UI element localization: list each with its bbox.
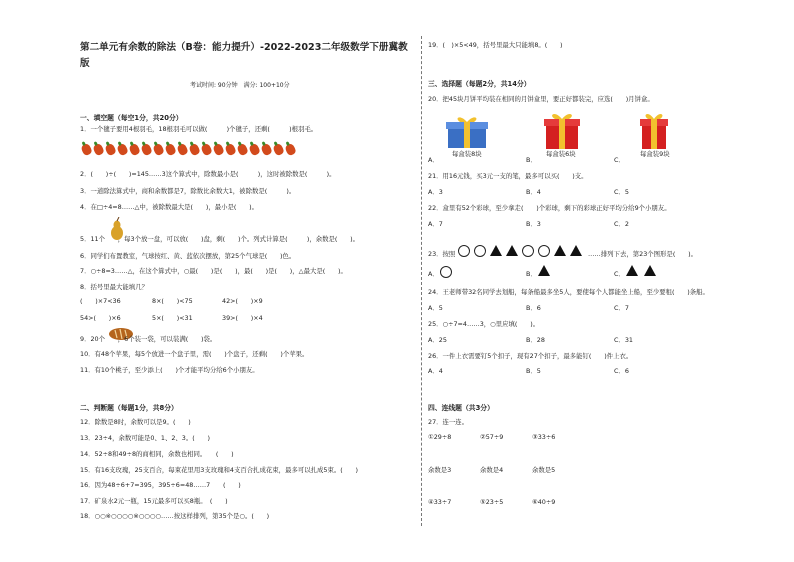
feather-icon (248, 143, 261, 157)
q20-label-b: 每盒装6块 (546, 150, 576, 158)
q8-row1-c: 42>( )×9 (222, 297, 263, 305)
q24-option-b: B．6 (526, 304, 541, 312)
q22-option-c: C．2 (614, 220, 629, 228)
circle-icon (522, 245, 534, 257)
triangle-icon (538, 265, 550, 276)
q20-label-a: 每盒装8块 (452, 150, 482, 158)
triangle-icon (570, 245, 582, 256)
q21-option-b: B．4 (526, 188, 541, 196)
question-26: 26．一件上衣需要钉5个扣子，现有27个扣子，最多能钉( )件上衣。 (428, 352, 633, 360)
q8-row2-c: 39>( )×4 (222, 314, 263, 322)
gift-box-blue-icon (446, 114, 488, 150)
triangle-icon (626, 265, 638, 276)
q23-option-c: C． (614, 270, 625, 278)
triangle-icon (490, 245, 502, 256)
feather-icon (212, 143, 225, 157)
question-24: 24．王老师带32名同学去划船，每条船最多坐5人，要使每个人都能坐上船，至少要租( )条船。 (428, 288, 709, 296)
match-top-2: ②57÷9 (480, 433, 504, 441)
question-6: 6．同学们布置教室，气球按红、黄、蓝依次摆放，第25个气球是( )色。 (80, 252, 296, 260)
triangle-icon (506, 245, 518, 256)
circle-icon (458, 245, 470, 257)
section-fill-heading: 一、填空题（每空1分，共20分） (80, 114, 183, 122)
q24-option-a: A．5 (428, 304, 443, 312)
match-mid-1: 余数是3 (428, 466, 452, 474)
q25-option-b: B．28 (526, 336, 545, 344)
q8-row2-a: 54>( )×6 (80, 314, 121, 322)
circle-icon (538, 245, 550, 257)
circle-icon (474, 245, 486, 257)
q8-row1-a: ( )×7<36 (80, 297, 121, 305)
feather-icon (128, 143, 141, 157)
match-top-3: ③33÷6 (532, 433, 556, 441)
q8-row1-b: 8×( )<75 (152, 297, 193, 305)
question-8: 8．括号里最大能填几？ (80, 283, 148, 291)
gift-box-red-icon (543, 110, 581, 150)
question-22: 22．盒里有52个彩球，至少拿走( )个彩球，剩下的彩球正好平均分给9个小朋友。 (428, 204, 671, 212)
circle-icon (440, 266, 452, 278)
exam-meta: 考试时间: 90分钟 满分: 100+10分 (190, 82, 290, 89)
question-12: 12．除数是8时，余数可以是9。( ) (80, 418, 191, 426)
column-divider (421, 36, 422, 526)
feather-icon (104, 143, 117, 157)
feather-icon (236, 143, 249, 157)
feather-icon (164, 143, 177, 157)
match-bot-2: ⑤23÷5 (480, 498, 504, 506)
feather-icon (260, 143, 273, 157)
question-23-suffix: ……排列下去，第23个图形是( )。 (588, 250, 697, 258)
q20-option-a: A． (428, 156, 439, 164)
feather-icon (116, 143, 129, 157)
question-10: 10．有48个苹果，每5个放进一个盘子里，需( )个盘子，还剩( )个苹果。 (80, 350, 309, 358)
q25-option-c: C．31 (614, 336, 633, 344)
feather-icon (140, 143, 153, 157)
q22-option-a: A．7 (428, 220, 443, 228)
match-top-1: ①29÷8 (428, 433, 452, 441)
feather-icon (284, 143, 297, 157)
match-mid-3: 余数是5 (532, 466, 556, 474)
question-27: 27．连一连。 (428, 418, 469, 426)
q23-option-a: A． (428, 270, 439, 278)
question-25: 25．○÷7=4……3，○里应填( )。 (428, 320, 540, 328)
section-choice-heading: 三、选择题（每题2分，共14分） (428, 80, 531, 88)
q23-option-b: B． (526, 270, 537, 278)
question-23-prefix: 23．按照 (428, 250, 456, 258)
question-2: 2．( )÷( )=145……3这个算式中，除数最小是( )，这时被除数是( )。 (80, 170, 336, 178)
shape-sequence (458, 240, 586, 259)
feather-icon (224, 143, 237, 157)
question-3: 3．一道除法算式中，商和余数都是7，除数比余数大1，被除数是( )。 (80, 187, 296, 195)
question-9: 9．20个 ，6个装一袋，可以装满( )袋。 (80, 335, 217, 343)
section-judge-heading: 二、判断题（每题1分，共8分） (80, 404, 178, 412)
feather-icon (176, 143, 189, 157)
q26-option-c: C．6 (614, 367, 629, 375)
question-13: 13．23÷4，余数可能是0、1、2、3。( ) (80, 434, 211, 442)
question-1: 1．一个毽子要用4根羽毛，18根羽毛可以做( )个毽子，还剩( )根羽毛。 (80, 125, 318, 133)
question-4: 4．在□÷4=8……△中，被除数最大是( )，最小是( )。 (80, 203, 259, 211)
feather-icon (152, 143, 165, 157)
question-18: 18．○○※○○○○※○○○○……按这样排列，第35个是○。( ) (80, 512, 270, 520)
question-17: 17．矿泉水2元一瓶，15元最多可以买8瓶。 ( ) (80, 497, 228, 505)
gift-box-tall-icon (638, 110, 670, 150)
q26-option-b: B．5 (526, 367, 541, 375)
q26-option-a: A．4 (428, 367, 443, 375)
question-20: 20．把45块月饼平均装在相同的月饼盒里，要正好都装完，应选( )月饼盒。 (428, 95, 654, 103)
question-21: 21．用16元钱，买3元一支的笔，最多可以买( )支。 (428, 172, 588, 180)
q24-option-c: C．7 (614, 304, 629, 312)
question-16: 16．因为48÷6+7=395，395÷6=48……7 ( ) (80, 481, 241, 489)
match-bot-3: ⑥40÷9 (532, 498, 556, 506)
question-11: 11．有10个桃子，至少添上( )个才能平均分给6个小朋友。 (80, 366, 259, 374)
feather-icon (92, 143, 105, 157)
q25-option-a: A．25 (428, 336, 447, 344)
match-mid-2: 余数是4 (480, 466, 504, 474)
feather-row (82, 140, 298, 159)
feather-icon (200, 143, 213, 157)
q20-option-c: C． (614, 156, 625, 164)
triangle-icon (554, 245, 566, 256)
feather-icon (272, 143, 285, 157)
q8-row2-b: 5×( )<31 (152, 314, 193, 322)
match-bot-1: ④33÷7 (428, 498, 452, 506)
q22-option-b: B．3 (526, 220, 541, 228)
question-14: 14．52÷8和49÷8的商相同，余数也相同。 ( ) (80, 450, 234, 458)
feather-icon (188, 143, 201, 157)
page-title: 第二单元有余数的除法（B卷：能力提升）-2022-2023二年级数学下册冀教版 (80, 42, 408, 69)
question-5: 5．11个 ，每3个放一盘，可以放( )盘，剩( )个。列式计算是( )，余数是( )。 (80, 235, 360, 243)
q20-label-c: 每盒装9块 (640, 150, 670, 158)
triangle-icon (644, 265, 656, 276)
question-19: 19．( )×5<49，括号里最大只能填8。( ) (428, 41, 563, 49)
q20-option-b: B． (526, 156, 537, 164)
q21-option-c: C．5 (614, 188, 629, 196)
question-7: 7．○÷8=3……△，在这个算式中，○最( )是( )，最( )是( )，△最大是( )。 (80, 267, 347, 275)
feather-icon (80, 143, 93, 157)
question-15: 15．有16支玫瑰，25支百合，每束花里用3支玫瑰和4支百合扎成花束，最多可以扎成5束。( ) (80, 466, 359, 474)
section-match-heading: 四、连线题（共3分） (428, 404, 494, 412)
q21-option-a: A．3 (428, 188, 443, 196)
